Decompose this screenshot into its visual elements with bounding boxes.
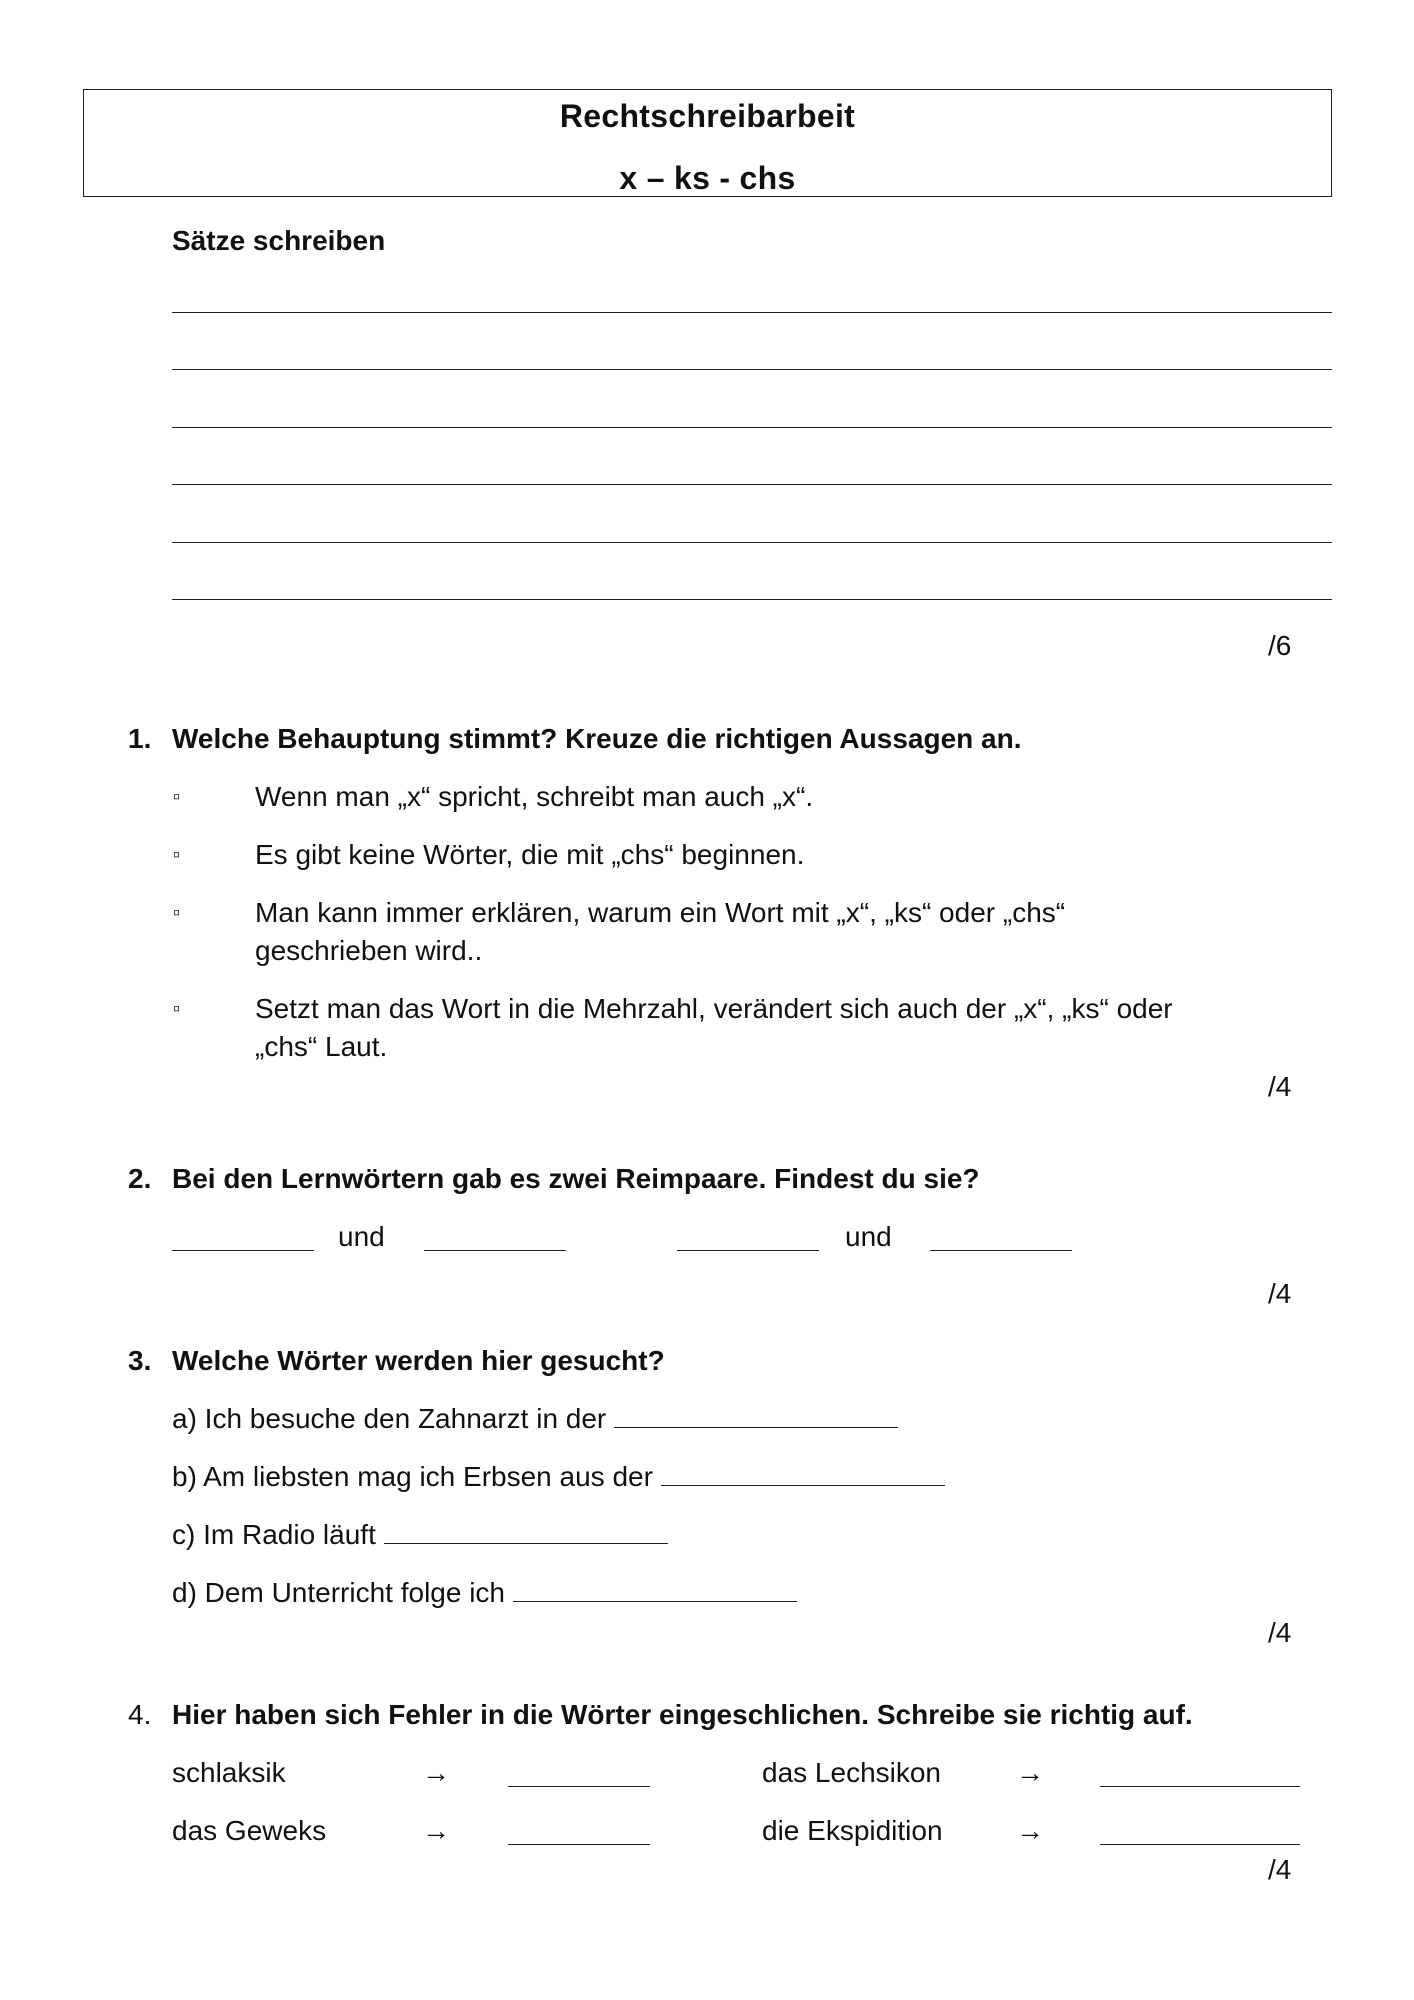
arrow-right-icon: → <box>1016 1757 1044 1788</box>
writing-line-3[interactable] <box>172 427 1332 428</box>
document-subtitle: x – ks - chs <box>619 160 796 196</box>
writing-line-4[interactable] <box>172 484 1332 485</box>
writing-line-6[interactable] <box>172 599 1332 600</box>
q4-word-right-2: die Ekspidition <box>762 1815 943 1846</box>
score-q2: /4 <box>1268 1278 1292 1309</box>
q3-item-b <box>172 1460 945 1494</box>
q2-number: 2. <box>128 1163 152 1194</box>
q4-word-right-1: das Lechsikon <box>762 1757 942 1788</box>
answer-blank-c[interactable] <box>384 1519 668 1544</box>
writing-line-2[interactable] <box>172 369 1332 370</box>
q3-item-a <box>172 1402 898 1436</box>
header-box <box>83 89 1332 197</box>
arrow-right-icon: → <box>1016 1815 1044 1846</box>
checkbox-icon[interactable]: ▫ <box>173 902 181 924</box>
score-q1: /4 <box>1268 1071 1292 1102</box>
correction-blank-4[interactable] <box>1100 1844 1300 1845</box>
q3-question: Welche Wörter werden hier gesucht? <box>172 1345 665 1376</box>
q4-number: 4. <box>128 1699 152 1730</box>
writing-line-5[interactable] <box>172 542 1332 543</box>
score-saetze: /6 <box>1268 630 1292 661</box>
q4-word-left-2: das Geweks <box>172 1815 327 1846</box>
answer-blank-a[interactable] <box>614 1403 898 1428</box>
q2-und-2: und <box>845 1221 892 1252</box>
q1-option-3-cont: geschrieben wird.. <box>255 935 483 966</box>
correction-blank-2[interactable] <box>1100 1786 1300 1787</box>
q1-option-1: Wenn man „x“ spricht, schreibt man auch „x“. <box>255 781 814 812</box>
rhyme-blank-2b[interactable] <box>930 1250 1072 1251</box>
q1-number: 1. <box>128 723 152 754</box>
q1-option-2: Es gibt keine Wörter, die mit „chs“ beginnen. <box>255 839 805 870</box>
answer-blank-b[interactable] <box>661 1461 945 1486</box>
checkbox-icon[interactable]: ▫ <box>173 786 181 808</box>
section-title-saetze: Sätze schreiben <box>172 225 386 256</box>
document-title: Rechtschreibarbeit <box>559 98 856 134</box>
score-q4: /4 <box>1268 1854 1292 1885</box>
rhyme-blank-2a[interactable] <box>677 1250 819 1251</box>
q1-option-4-cont: „chs“ Laut. <box>255 1031 388 1062</box>
q3-item-b-text: b) Am liebsten mag ich Erbsen aus der <box>172 1461 653 1492</box>
q1-option-4: Setzt man das Wort in die Mehrzahl, verändert sich auch der „x“, „ks“ oder <box>255 993 1173 1024</box>
q3-item-c <box>172 1518 668 1552</box>
writing-line-1[interactable] <box>172 312 1332 313</box>
arrow-right-icon: → <box>422 1757 450 1788</box>
q1-question: Welche Behauptung stimmt? Kreuze die richtigen Aussagen an. <box>172 723 1022 754</box>
arrow-right-icon: → <box>422 1815 450 1846</box>
correction-blank-3[interactable] <box>508 1844 650 1845</box>
q2-und-1: und <box>338 1221 385 1252</box>
q3-item-a-text: a) Ich besuche den Zahnarzt in der <box>172 1403 607 1434</box>
q2-question: Bei den Lernwörtern gab es zwei Reimpaare. Findest du sie? <box>172 1163 980 1194</box>
q3-item-d-text: d) Dem Unterricht folge ich <box>172 1577 506 1608</box>
q1-option-3: Man kann immer erklären, warum ein Wort mit „x“, „ks“ oder „chs“ <box>255 897 1066 928</box>
q3-item-d <box>172 1576 797 1610</box>
rhyme-blank-1a[interactable] <box>172 1250 314 1251</box>
score-q3: /4 <box>1268 1617 1292 1648</box>
q3-number: 3. <box>128 1345 152 1376</box>
q4-question: Hier haben sich Fehler in die Wörter eingeschlichen. Schreibe sie richtig auf. <box>172 1699 1193 1730</box>
q4-word-left-1: schlaksik <box>172 1757 286 1788</box>
correction-blank-1[interactable] <box>508 1786 650 1787</box>
checkbox-icon[interactable]: ▫ <box>173 844 181 866</box>
answer-blank-d[interactable] <box>513 1577 797 1602</box>
q3-item-c-text: c) Im Radio läuft <box>172 1519 376 1550</box>
rhyme-blank-1b[interactable] <box>424 1250 566 1251</box>
checkbox-icon[interactable]: ▫ <box>173 998 181 1020</box>
